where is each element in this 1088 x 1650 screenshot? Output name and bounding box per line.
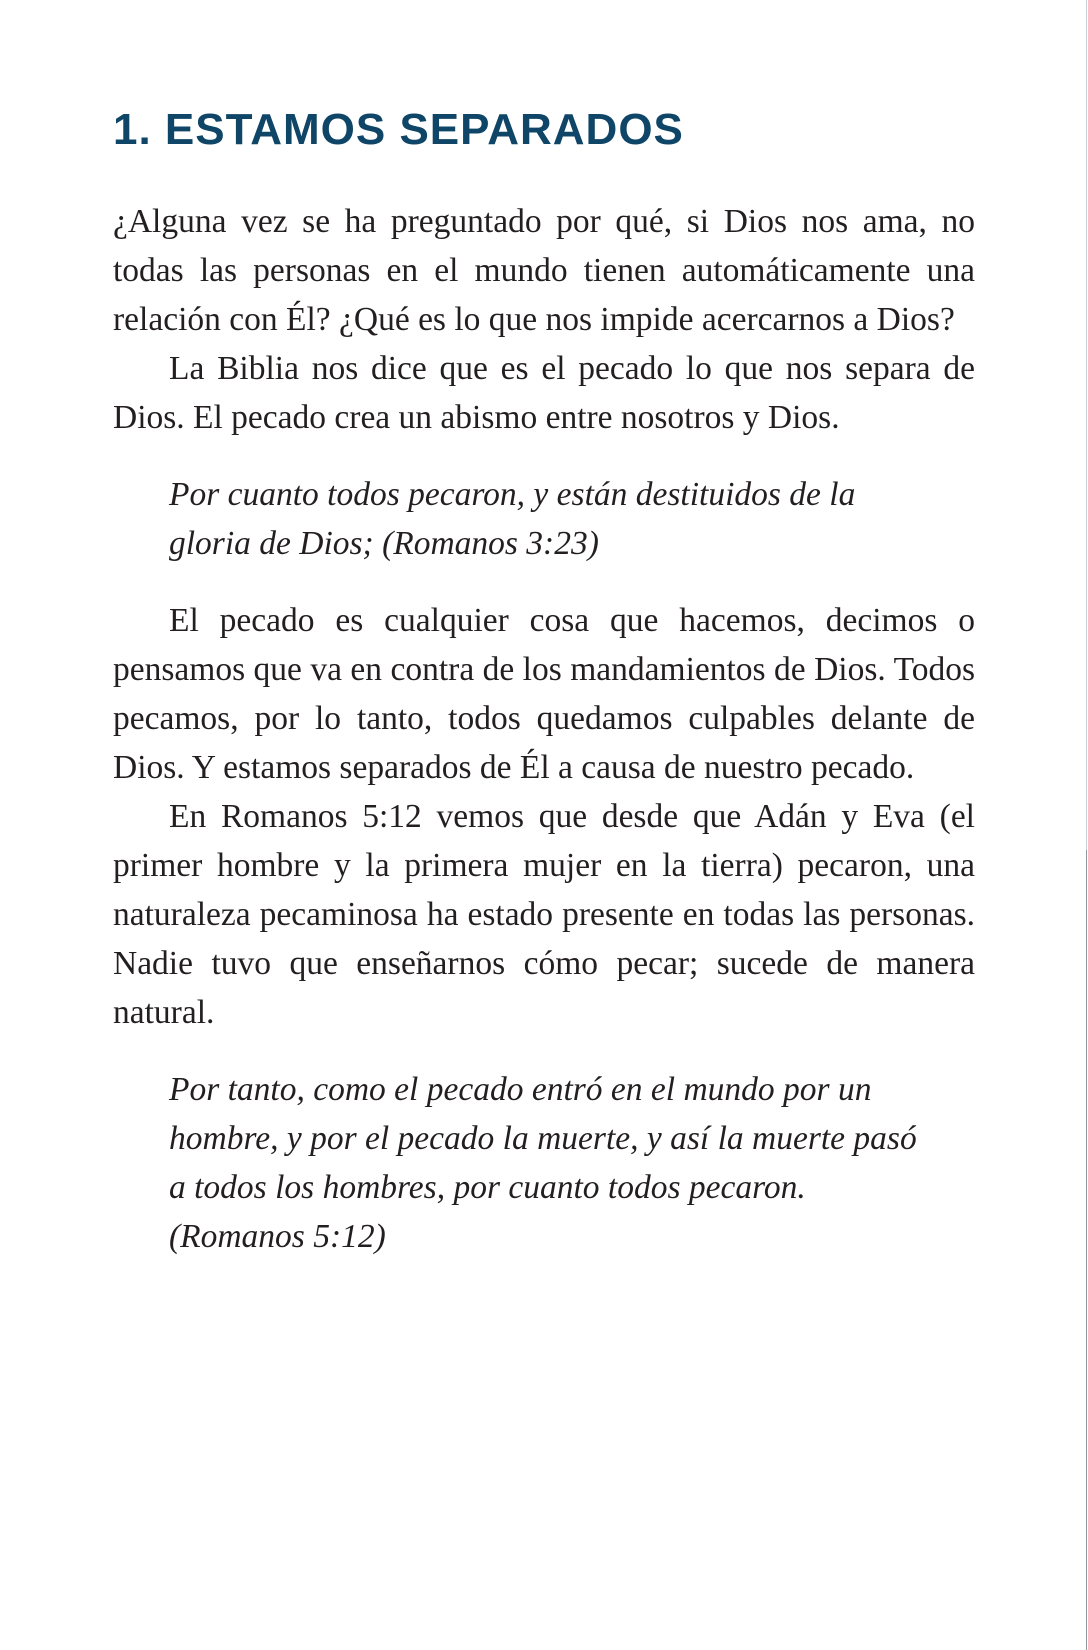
scripture-quote-romans-5-12: Por tanto, como el pecado entró en el mundo por un hombre, y por el pecado la muerte, y así la muerte pasó a todos los hombres, por cuanto todos pecaron. (Romanos 5:12) xyxy=(169,1071,917,1255)
paragraph-sin-separates: La Biblia nos dice que es el pecado lo que nos separa de Dios. El pecado crea un abismo entre nosotros y Dios. xyxy=(113,350,975,436)
paragraph-adam-eve: En Romanos 5:12 vemos que desde que Adán y Eva (el primer hombre y la primera mujer en la tierra) pecaron, una naturaleza pecaminosa ha estado presente en todas las personas. Nadie tuvo que enseñarnos cómo pecar; sucede de manera natural. xyxy=(113,798,975,1031)
page-edge-shadow xyxy=(1086,850,1087,1650)
scripture-quote-romans-3-23: Por cuanto todos pecaron, y están destituidos de la gloria de Dios; (Romanos 3:23) xyxy=(169,476,856,562)
section-heading: 1. ESTAMOS SEPARADOS xyxy=(113,105,684,154)
paragraph-sin-definition: El pecado es cualquier cosa que hacemos, decimos o pensamos que va en contra de los mandamientos de Dios. Todos pecamos, por lo tanto, todos quedamos culpables delante de Dios. Y estamos separados de Él a causa de nuestro pecado. xyxy=(113,602,975,786)
paragraph-intro: ¿Alguna vez se ha preguntado por qué, si Dios nos ama, no todas las personas en el mundo tienen automáticamente una relación con Él? ¿Qué es lo que nos impide acercarnos a Dios? xyxy=(113,203,975,338)
page-content xyxy=(113,100,975,1261)
